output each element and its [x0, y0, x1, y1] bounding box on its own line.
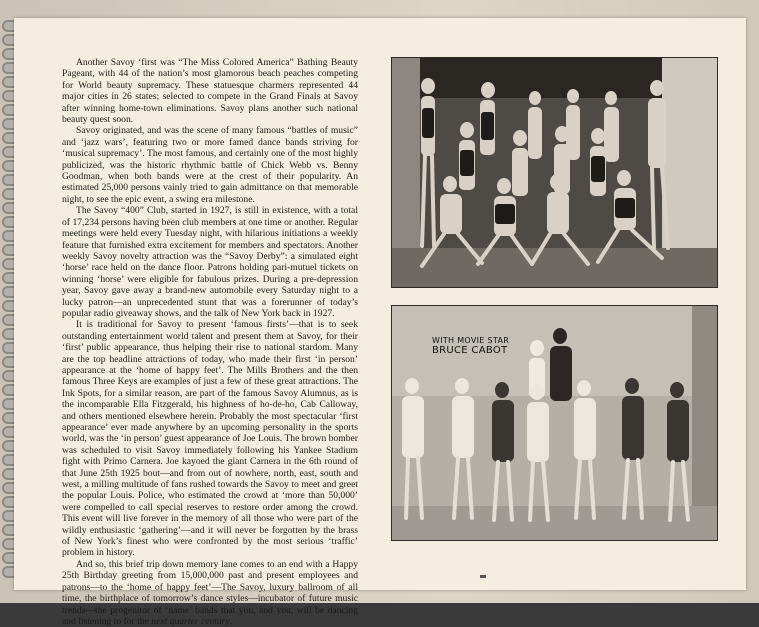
bathing-beauties-image — [392, 58, 717, 287]
caption-line-2: BRUCE CABOT — [432, 345, 508, 356]
closing-text: And so, this brief trip down memory lane comes to an end with a Happy 25th Birthday greeting from 15,000,000 past and present employees and patrons—to the ‘home of happy feet’—The Savoy, luxury ballroom of all time, the birthplace of tomorrow’s dance styles—incubator of future music trends—the progenitor of ‘name’ bands that you, and you, will be dancing and listening to for the — [62, 558, 358, 627]
bruce-cabot-photo — [391, 305, 718, 541]
paragraph-pageant: Another Savoy ‘first was “The Miss Colored America” Bathing Beauty Pageant, with 44 of the nation’s most glamorous beach peaches competing for World beauty supremacy. These statuesque charmers represented 44 major cities in 26 states; selected to compete in the Grand Finals at Savoy after winning home-town eliminations. Savoy plans another such national beauty quest soon. — [62, 57, 358, 126]
handwritten-caption — [432, 336, 509, 356]
paragraph-battles-of-music: Savoy originated, and was the scene of many famous “battles of music” and ‘jazz wars’, featuring two or more famed dance bands striving for ‘musical supremacy’. The most famous, and certainly one of the most highly publicized, was the historic rhythmic battle of Chick Webb vs. Benny Goodman, when both bands were at the crest of their popularity. An estimated 25,000 persons vainly tried to gain admittance on that memorable night, to see the epic event, a swing era milestone. — [62, 125, 358, 205]
caption-line-1: WITH MOVIE STAR — [432, 336, 510, 345]
article-text — [62, 57, 358, 627]
paragraph-400-club: The Savoy “400” Club, started in 1927, is still in existence, with a total of 17,234 persons having been club members at one time or another. Regular meetings were held every Tuesday night, with hilarious initiations a weekly feature that furnished extra excitement for members and spectators. Another weekly Savoy novelty attraction was the “Savoy Derby”: a simulated eight ‘horse’ race held on the dance floor. Patrons holding pari-mutuel tickets on winning ‘horse’ were eligible for fabulous prizes. During a pre-depression year, Savoy gave away a brand-new automobile every Saturday night to a lucky patron—an unprecedented stunt that was a forerunner of today’s popular radio giveaway shows, and the talk of New York back in 1927. — [62, 205, 358, 319]
closing-emphasis: next quarter century — [151, 615, 230, 627]
closing-end: . — [229, 615, 232, 627]
bathing-beauties-photo — [391, 57, 718, 288]
page-mark — [480, 575, 486, 578]
paragraph-closing — [62, 559, 358, 627]
paragraph-famous-firsts: It is traditional for Savoy to present ‘famous firsts’—that is to seek outstanding entertainment world talent and present them at Savoy, for their ‘first’ public appearance, thus helping their rise to national stardom. Many are the top headline attractions of today, who made their first ‘in person’ appearance at the ‘home of happy feet’. The Mills Brothers and the then famous Three Keys are examples of just a few of these great attractions. The Ink Spots, for a similar reason, are part of the famous Savoy Alumnus, as is the incomparable Ella Fitzgerald, his highness of ho-de-ho, Cab Calloway, and others mentioned elsewhere herein. Probably the most spectacular ‘first appearance’ ever made anywhere by an upcoming personality in the sports world, was the ‘in person’ guest appearance of Joe Louis. The brown bomber was scheduled to visit Savoy immediately following his Yankee Stadium fight with Primo Carnera. Joe kayoed the giant Carnera in the 6th round of that June 25th 1925 bout—and from out of nowhere, north, east, south and west, a milling multitude of fans rushed towards the Savoy to meet and greet the popular Louis. Police, who estimated the crowd at ‘more than 50,000’ were compelled to call special reserves to restore order among the crowd. This event will live forever in the memory of all those who were part of the wildly enthusiastic ‘gathering’—and it will never be forgotten by the brass of New York’s finest who were confronted by the most serious ‘traffic’ problem in history. — [62, 319, 358, 559]
